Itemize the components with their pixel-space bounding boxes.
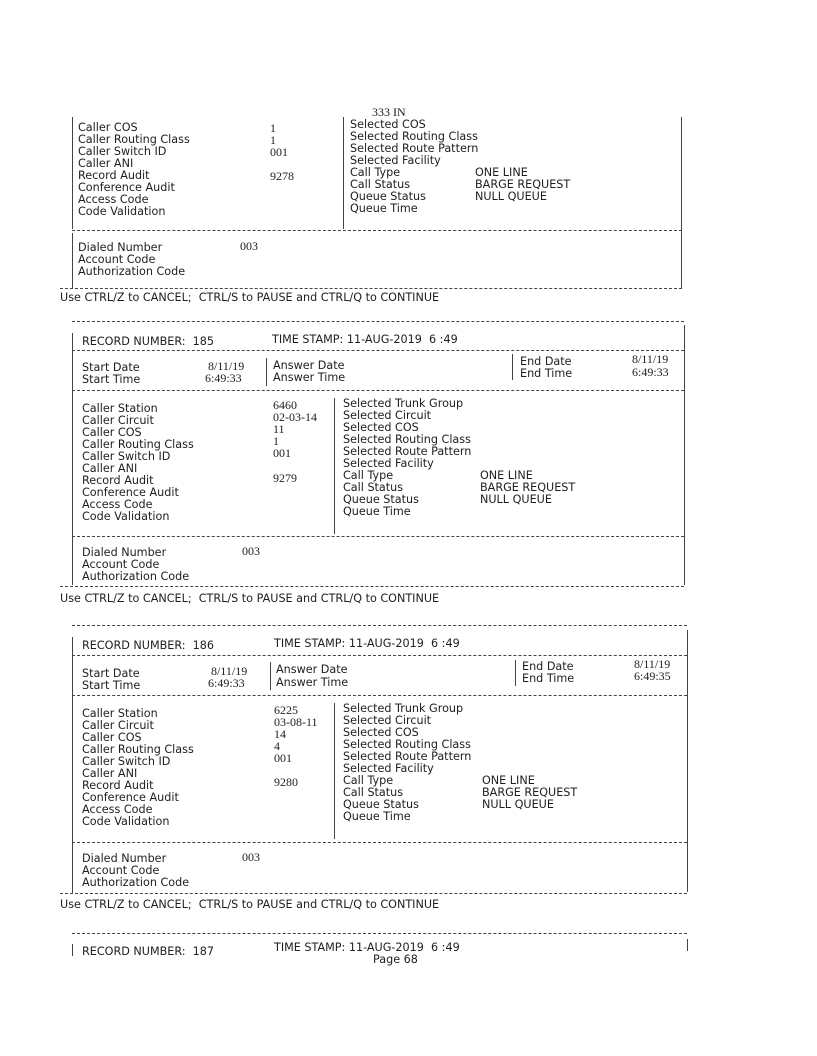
caller-value: 9278	[270, 169, 294, 183]
caller-field: Caller Circuit	[82, 719, 154, 732]
left-border	[72, 233, 73, 288]
selected-value: ONE LINE	[482, 774, 535, 787]
right-border	[681, 117, 682, 289]
caller-field: Record Audit	[82, 474, 154, 487]
selected-field: Selected Routing Class	[350, 130, 478, 143]
selected-field: Call Type	[350, 166, 401, 179]
dialed-number-value: 003	[242, 544, 260, 558]
divider	[72, 695, 687, 696]
left-border	[72, 944, 73, 956]
left-border	[72, 117, 73, 229]
selected-field: Call Status	[350, 178, 411, 191]
right-border	[687, 630, 688, 892]
caller-field: Conference Audit	[78, 181, 175, 194]
caller-field: Caller ANI	[78, 157, 134, 170]
right-border	[684, 325, 685, 585]
selected-field: Queue Status	[343, 798, 419, 811]
dialed-number-value: 003	[242, 850, 260, 864]
caller-field: Caller Circuit	[82, 414, 154, 427]
selected-field: Queue Status	[343, 493, 419, 506]
answer-date-label: Answer Date	[273, 359, 345, 372]
end-time-label: End Time	[520, 367, 573, 380]
divider	[72, 933, 687, 934]
caller-value: 14	[274, 727, 286, 741]
start-time-value: 6:49:33	[205, 371, 242, 385]
caller-field: Access Code	[82, 498, 153, 511]
end-date-label: End Date	[522, 660, 574, 673]
time-stamp: TIME STAMP: 11-AUG-2019 6 :49	[272, 333, 458, 346]
divider	[72, 350, 684, 351]
prompt-text: Use CTRL/Z to CANCEL; CTRL/S to PAUSE and CTRL/Q to CONTINUE	[60, 898, 440, 911]
column-divider	[270, 662, 271, 690]
selected-field: Selected Routing Class	[343, 738, 471, 751]
column-divider	[515, 660, 516, 686]
start-date-value: 8/11/19	[208, 359, 245, 373]
right-border	[687, 939, 688, 951]
selected-field: Queue Time	[350, 202, 418, 215]
selected-field: Selected Trunk Group	[343, 702, 464, 715]
selected-field: Call Status	[343, 481, 404, 494]
caller-value: 001	[274, 751, 292, 765]
start-date-label: Start Date	[82, 667, 140, 680]
left-border	[72, 637, 73, 893]
selected-field: Selected Routing Class	[343, 433, 471, 446]
mid-divider	[334, 398, 335, 534]
column-divider	[512, 354, 513, 380]
answer-time-label: Answer Time	[273, 371, 346, 384]
selected-field: Selected COS	[350, 118, 426, 131]
caller-field: Caller COS	[78, 121, 138, 134]
caller-field: Caller ANI	[82, 462, 138, 475]
selected-value: BARGE REQUEST	[475, 178, 571, 191]
selected-value: ONE LINE	[475, 166, 528, 179]
start-time-label: Start Time	[82, 373, 141, 386]
selected-field: Selected Route Pattern	[350, 142, 479, 155]
record-number: RECORD NUMBER: 186	[82, 639, 215, 652]
caller-value: 1	[270, 121, 276, 135]
divider	[60, 288, 682, 289]
prompt-text: Use CTRL/Z to CANCEL; CTRL/S to PAUSE and CTRL/Q to CONTINUE	[60, 592, 440, 605]
time-stamp: TIME STAMP: 11-AUG-2019 6 :49	[274, 941, 460, 954]
end-date-value: 8/11/19	[632, 352, 669, 366]
dialed-number-label: Dialed Number	[82, 546, 167, 559]
caller-field: Caller COS	[82, 731, 142, 744]
caller-field: Caller Switch ID	[82, 755, 171, 768]
dialed-number-label: Dialed Number	[82, 852, 167, 865]
start-time-label: Start Time	[82, 679, 141, 692]
caller-field: Conference Audit	[82, 486, 179, 499]
start-date-label: Start Date	[82, 361, 140, 374]
divider	[72, 390, 684, 391]
caller-field: Caller Routing Class	[82, 438, 194, 451]
selected-field: Selected Circuit	[343, 409, 432, 422]
caller-value: 03-08-11	[274, 715, 318, 729]
divider	[72, 321, 684, 322]
end-date-label: End Date	[520, 355, 572, 368]
selected-field: Call Status	[343, 786, 404, 799]
selected-value: BARGE REQUEST	[482, 786, 578, 799]
divider	[72, 655, 687, 656]
account-code-label: Account Code	[78, 253, 156, 266]
selected-field: Call Type	[343, 774, 394, 787]
caller-field: Access Code	[82, 803, 153, 816]
column-divider	[266, 358, 267, 386]
caller-value: 001	[270, 145, 288, 159]
caller-field: Caller COS	[82, 426, 142, 439]
selected-field: Queue Time	[343, 505, 411, 518]
mid-divider	[334, 703, 335, 839]
caller-value: 9279	[273, 471, 297, 485]
selected-field: Selected Circuit	[343, 714, 432, 727]
caller-value: 02-03-14	[273, 410, 317, 424]
selected-field: Selected Facility	[350, 154, 441, 167]
mid-divider	[343, 117, 344, 229]
caller-value: 9280	[274, 775, 298, 789]
caller-value: 1	[273, 434, 279, 448]
authorization-code-label: Authorization Code	[82, 876, 190, 889]
selected-field: Selected Facility	[343, 762, 434, 775]
caller-field: Caller ANI	[82, 767, 138, 780]
end-time-value: 6:49:33	[632, 365, 669, 379]
divider	[72, 536, 684, 537]
authorization-code-label: Authorization Code	[82, 570, 190, 583]
selected-value: BARGE REQUEST	[480, 481, 576, 494]
caller-value: 1	[270, 133, 276, 147]
answer-date-label: Answer Date	[276, 663, 348, 676]
caller-field: Code Validation	[78, 205, 166, 218]
incoming-label: 333 IN	[372, 105, 406, 119]
selected-value: NULL QUEUE	[482, 798, 554, 811]
selected-value: ONE LINE	[480, 469, 533, 482]
selected-field: Selected Trunk Group	[343, 397, 464, 410]
divider	[72, 230, 682, 231]
start-time-value: 6:49:33	[208, 676, 245, 690]
caller-field: Record Audit	[82, 779, 154, 792]
end-time-label: End Time	[522, 672, 575, 685]
caller-field: Conference Audit	[82, 791, 179, 804]
caller-field: Caller Routing Class	[82, 743, 194, 756]
account-code-label: Account Code	[82, 864, 160, 877]
caller-field: Caller Routing Class	[78, 133, 190, 146]
dialed-number-value: 003	[240, 239, 258, 253]
prompt-text: Use CTRL/Z to CANCEL; CTRL/S to PAUSE and CTRL/Q to CONTINUE	[60, 291, 440, 304]
caller-field: Caller Switch ID	[78, 145, 167, 158]
selected-field: Selected Route Pattern	[343, 445, 472, 458]
selected-field: Queue Status	[350, 190, 426, 203]
selected-value: NULL QUEUE	[475, 190, 547, 203]
selected-field: Selected Facility	[343, 457, 434, 470]
caller-field: Record Audit	[78, 169, 150, 182]
selected-field: Queue Time	[343, 810, 411, 823]
end-date-value: 8/11/19	[634, 657, 671, 671]
caller-value: 001	[273, 446, 291, 460]
record-number: RECORD NUMBER: 185	[82, 335, 215, 348]
caller-field: Code Validation	[82, 510, 170, 523]
divider	[72, 625, 687, 626]
selected-value: NULL QUEUE	[480, 493, 552, 506]
selected-field: Selected Route Pattern	[343, 750, 472, 763]
caller-value: 6460	[273, 398, 297, 412]
page-number: Page 68	[373, 953, 418, 966]
record-number: RECORD NUMBER: 187	[82, 945, 215, 958]
caller-value: 4	[274, 739, 280, 753]
caller-field: Access Code	[78, 193, 149, 206]
start-date-value: 8/11/19	[211, 664, 248, 678]
divider	[60, 586, 684, 587]
selected-field: Selected COS	[343, 726, 419, 739]
dialed-number-label: Dialed Number	[78, 241, 163, 254]
caller-value: 11	[273, 422, 285, 436]
divider	[72, 842, 687, 843]
answer-time-label: Answer Time	[276, 676, 349, 689]
account-code-label: Account Code	[82, 558, 160, 571]
caller-field: Caller Switch ID	[82, 450, 171, 463]
divider	[60, 893, 687, 894]
caller-field: Code Validation	[82, 815, 170, 828]
selected-field: Selected COS	[343, 421, 419, 434]
end-time-value: 6:49:35	[634, 669, 671, 683]
selected-field: Call Type	[343, 469, 394, 482]
caller-field: Caller Station	[82, 402, 158, 415]
caller-value: 6225	[274, 703, 298, 717]
caller-field: Caller Station	[82, 707, 158, 720]
authorization-code-label: Authorization Code	[78, 265, 186, 278]
time-stamp: TIME STAMP: 11-AUG-2019 6 :49	[274, 637, 460, 650]
left-border	[72, 333, 73, 585]
